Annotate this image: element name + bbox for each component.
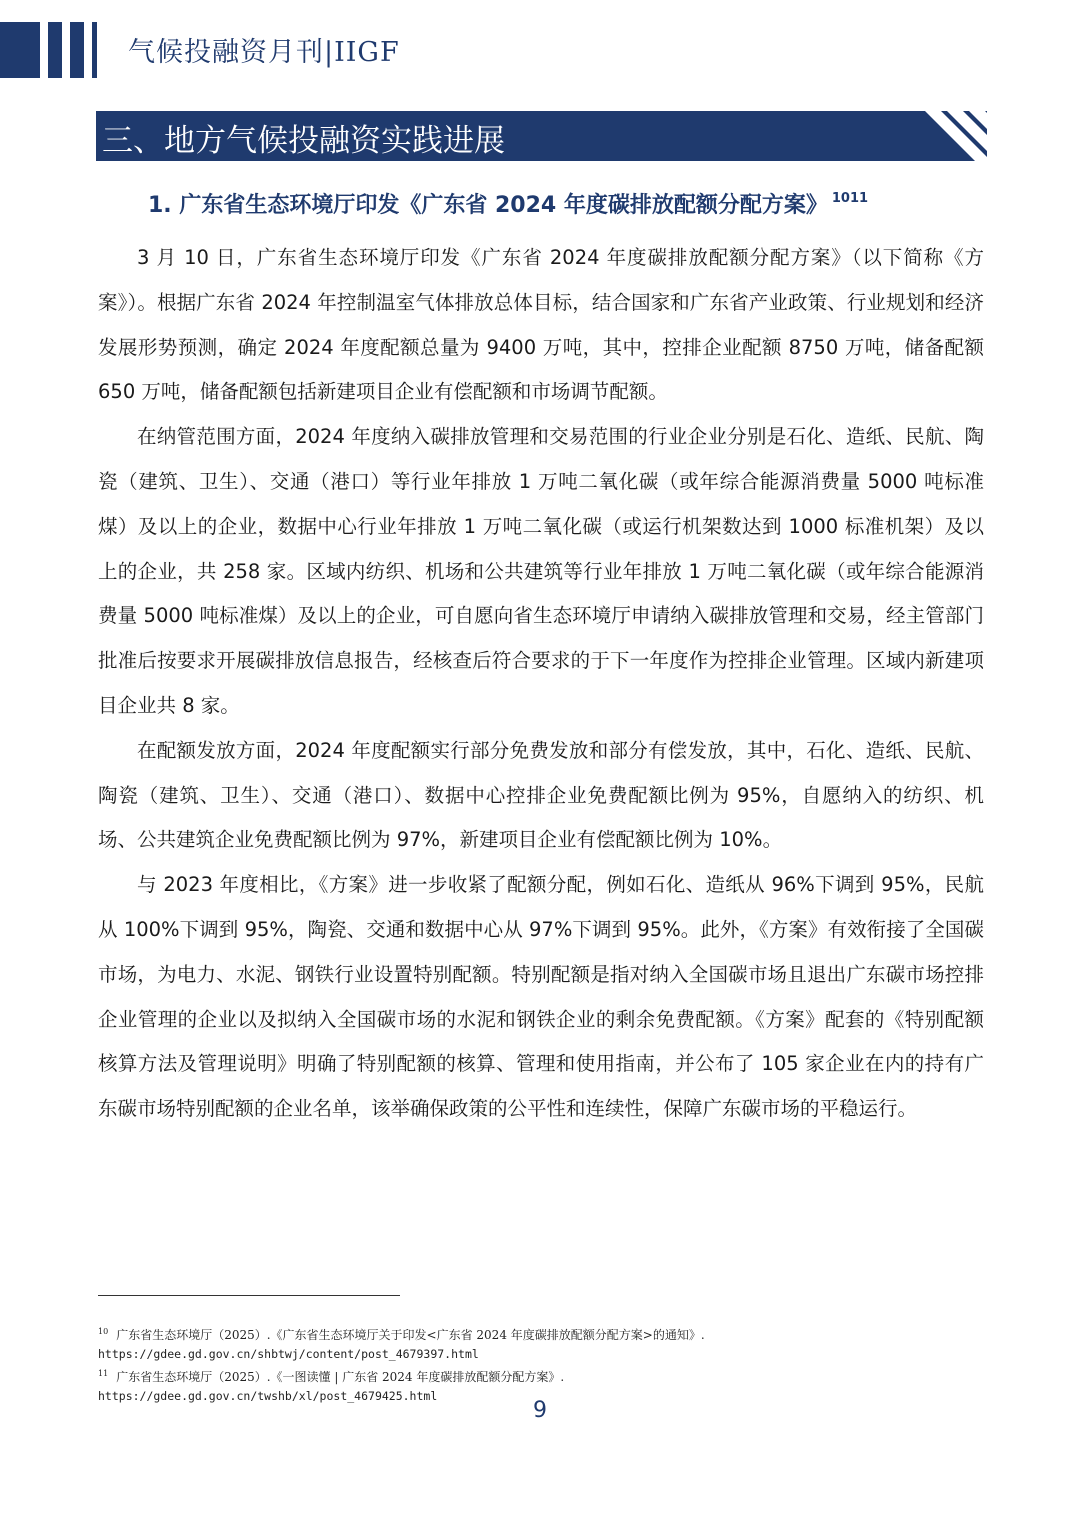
footnotes [98,1322,984,1406]
paragraph: 在配额发放方面，2024 年度配额实行部分免费发放和部分有偿发放，其中，石化、造纸、民航、陶瓷（建筑、卫生）、交通（港口）、数据中心控排企业免费配额比例为 95%，自愿纳入的纺织、机场、公共建筑企业免费配额比例为 97%，新建项目企业有偿配额比例为 10%。 [98,738,984,852]
publication-title: 气候投融资月刊|IIGF [128,37,400,68]
banner-stripes-decoration [917,111,987,161]
footnote-divider [98,1295,400,1296]
article-heading [148,188,868,219]
section-banner [96,111,987,161]
paragraph: 与 2023 年度相比，《方案》进一步收紧了配额分配，例如石化、造纸从 96%下调到 95%，民航从 100%下调到 95%，陶瓷、交通和数据中心从 97%下调到 95%。此外，《方案》有效衔接了全国碳市场，为电力、水泥、钢铁行业设置特别配额。特别配额是指对纳入全国碳市场且退出广东碳市场控排企业管理的企业以及拟纳入全国碳市场的水泥和钢铁企业的剩余免费配额。《方案》配套的《特别配额核算方法及管理说明》明确了特别配额的核算、管理和使用指南，并公布了 105 家企业在内的持有广东碳市场特别配额的企业名单，该举确保政策的公平性和连续性，保障广东碳市场的平稳运行。 [98,873,984,1121]
page-number: 9 [533,1398,547,1423]
article-body [98,236,984,1132]
footnote-number: 11 [98,1369,109,1378]
paragraph: 在纳管范围方面，2024 年度纳入碳排放管理和交易范围的行业企业分别是石化、造纸、民航、陶瓷（建筑、卫生）、交通（港口）等行业年排放 1 万吨二氧化碳（或年综合能源消费量 5000 吨标准煤）及以上的企业，数据中心行业年排放 1 万吨二氧化碳（或运行机架数达到 1000 标准机架）及以上的企业，共 258 家。区域内纺织、机场和公共建筑等行业年排放 1 万吨二氧化碳（或年综合能源消费量 5000 吨标准煤）及以上的企业，可自愿向省生态环境厅申请纳入碳排放管理和交易，经主管部门批准后按要求开展碳排放信息报告，经核查后符合要求的于下一年度作为控排企业管理。区域内新建项目企业共 8 家。 [98,425,984,717]
footnote-url[interactable]: https://gdee.gd.gov.cn/shbtwj/content/post_4679397.html [98,1347,479,1361]
footnote-item [98,1322,984,1345]
footnote-number: 10 [98,1327,109,1336]
footnote-text: 广东省生态环境厅（2025）.《一图读懂 | 广东省 2024 年度碳排放配额分配方案》. [116,1370,565,1384]
section-title: 三、地方气候投融资实践进展 [102,123,505,159]
footnote-item [98,1364,984,1387]
footnote-refs: 1011 [831,191,869,206]
article-heading-text: 1. 广东省生态环境厅印发《广东省 2024 年度碳排放配额分配方案》 [148,193,828,218]
paragraph: 3 月 10 日，广东省生态环境厅印发《广东省 2024 年度碳排放配额分配方案》（以下简称《方案》）。根据广东省 2024 年控制温室气体排放总体目标，结合国家和广东省产业政策、行业规划和经济发展形势预测，确定 2024 年度配额总量为 9400 万吨，其中，控排企业配额 8750 万吨，储备配额 650 万吨，储备配额包括新建项目企业有偿配额和市场调节配额。 [98,246,984,404]
footnote-text: 广东省生态环境厅（2025）.《广东省生态环境厅关于印发<广东省 2024 年度碳排放配额分配方案>的通知》. [116,1328,705,1342]
footnote-url[interactable]: https://gdee.gd.gov.cn/twshb/xl/post_4679425.html [98,1389,438,1403]
